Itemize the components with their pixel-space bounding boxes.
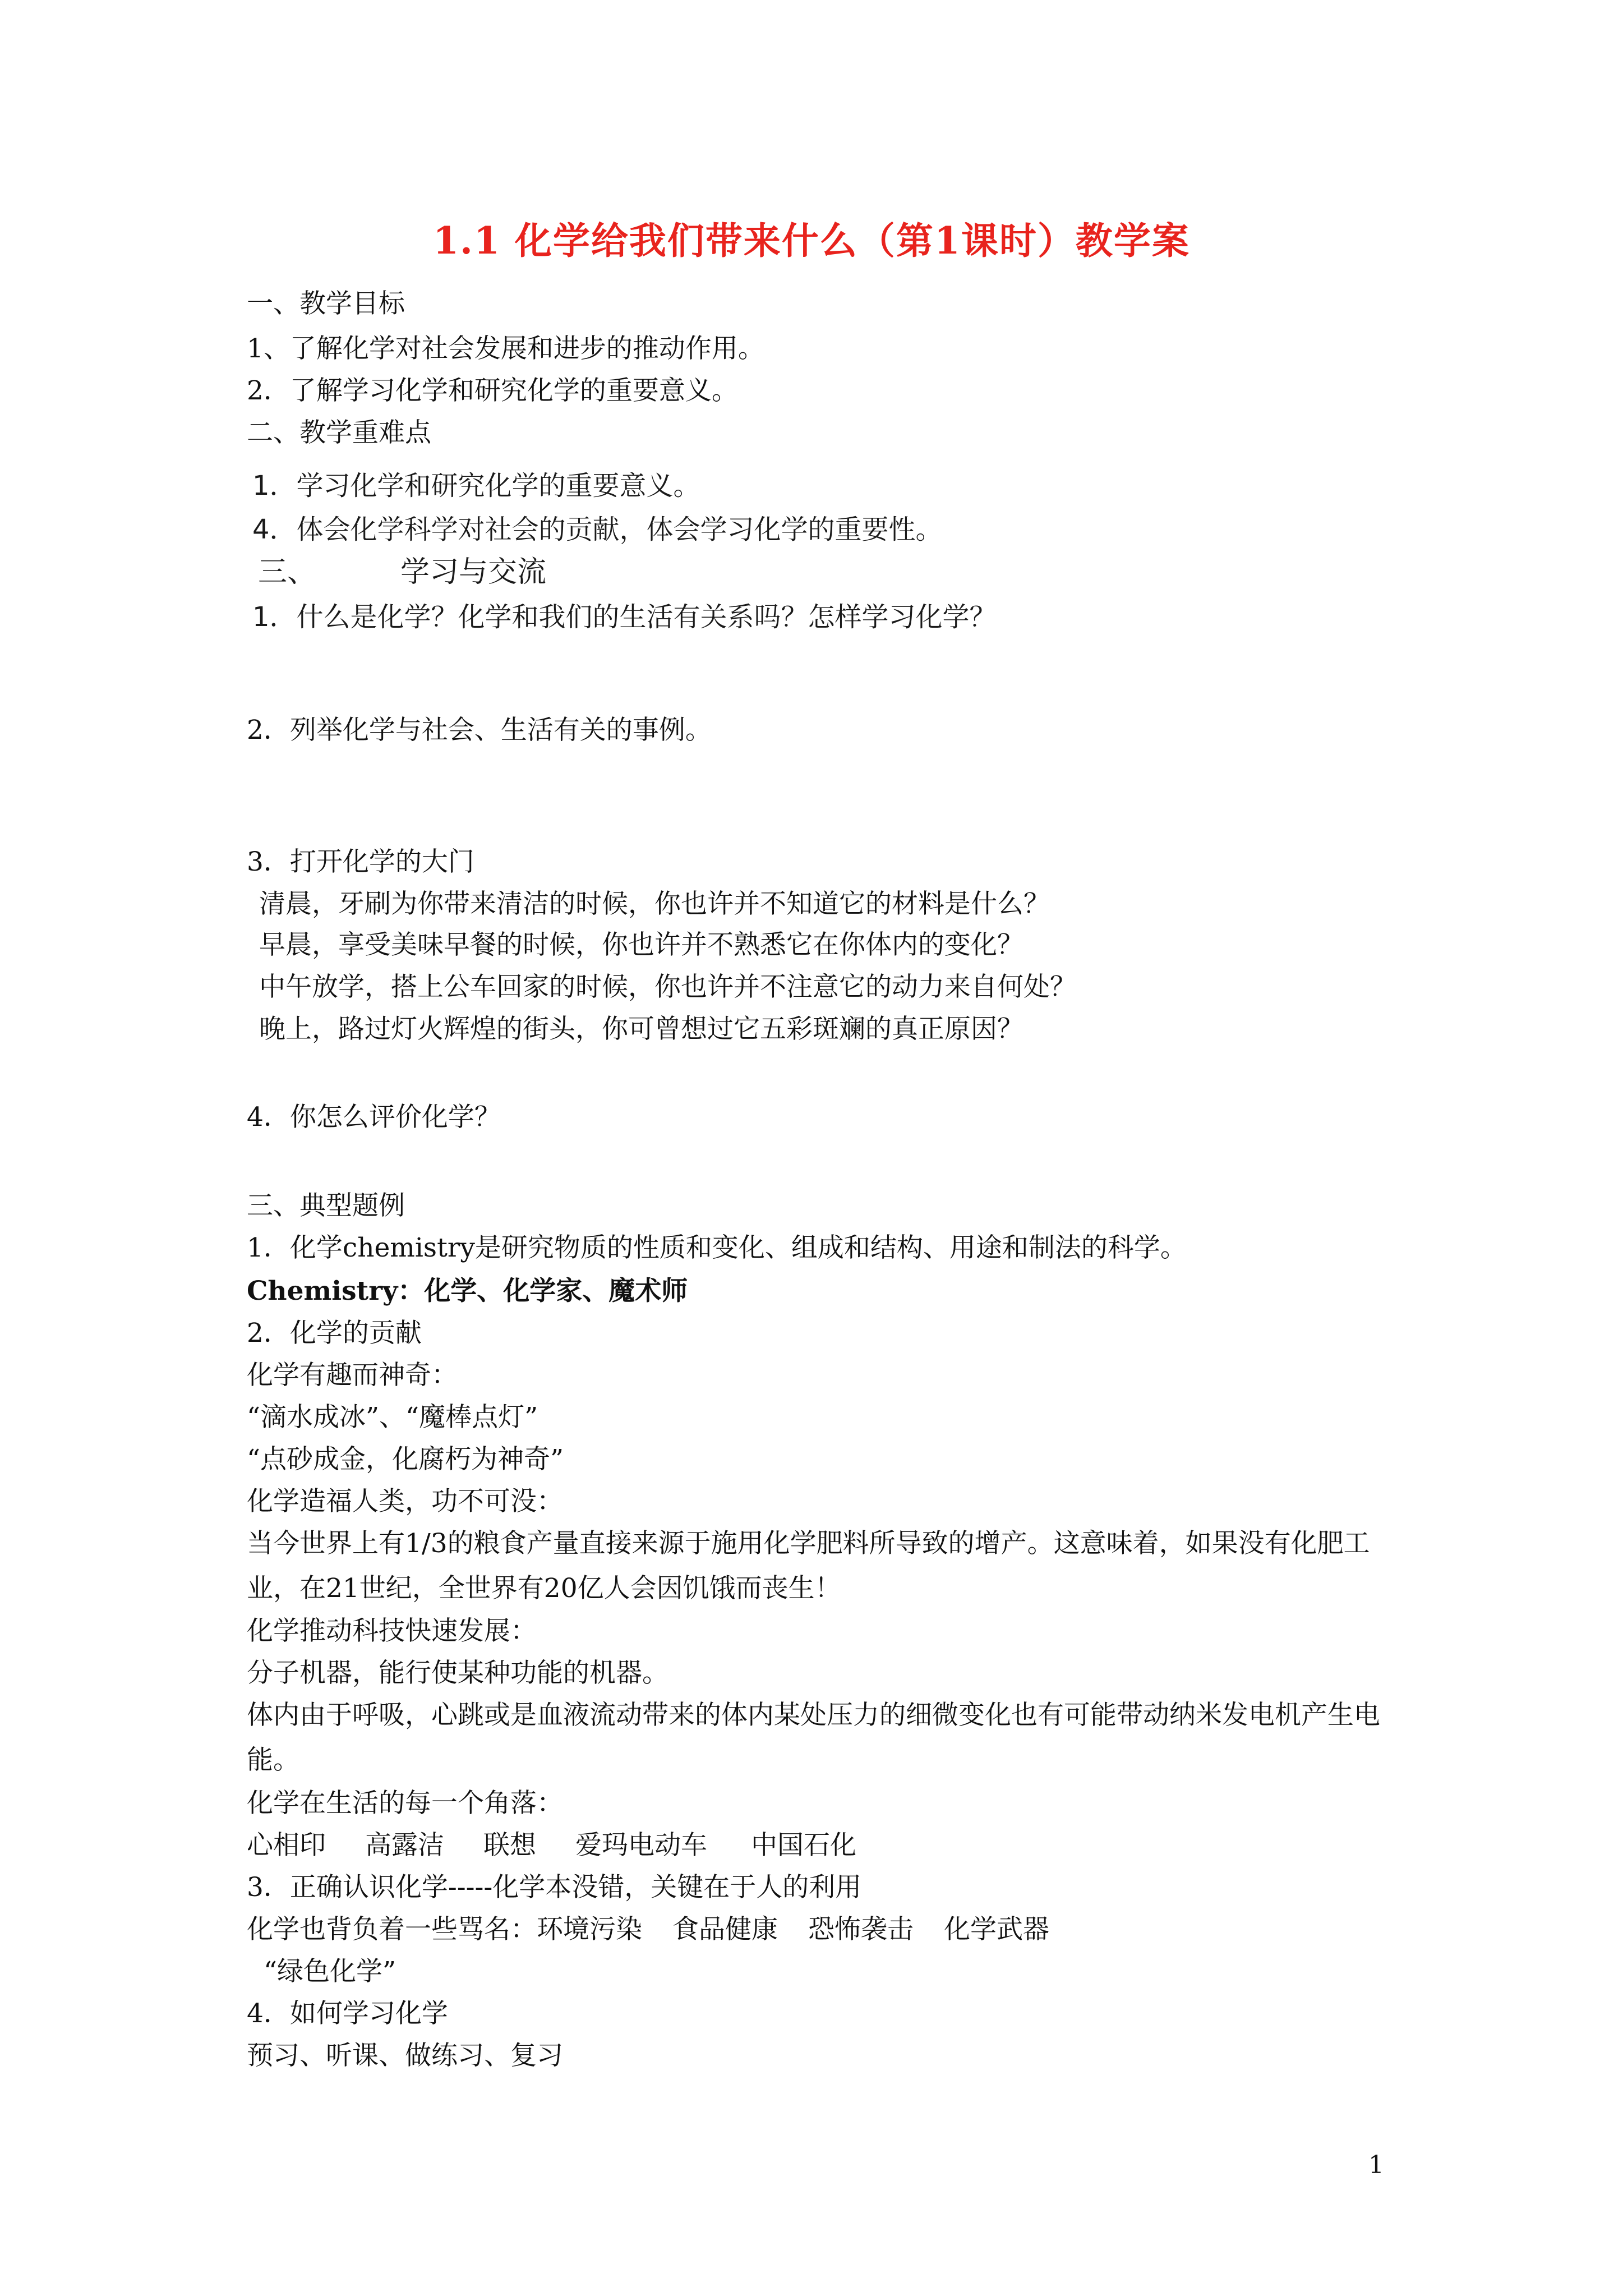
question-3-line: 早晨，享受美味早餐的时候，你也许并不熟悉它在你体内的变化？ — [259, 930, 1023, 960]
key-point-item: 1．学习化学和研究化学的重要意义。 — [252, 470, 700, 501]
question-3-line: 清晨，牙刷为你带来清洁的时候，你也许并不知道它的材料是什么？ — [259, 889, 1050, 919]
question-3: 3．打开化学的大门 — [247, 846, 474, 877]
tech-heading: 化学推动科技快速发展： — [247, 1616, 537, 1646]
fun-line: “滴水成冰”、“魔棒点灯” — [247, 1402, 538, 1433]
bad-name-item: 食品健康 — [672, 1914, 778, 1945]
example-2: 2．化学的贡献 — [247, 1318, 422, 1349]
brand-item: 爱玛电动车 — [575, 1830, 707, 1861]
key-point-item: 4．体会化学科学对社会的贡献，体会学习化学的重要性。 — [252, 514, 943, 545]
question-2: 2．列举化学与社会、生活有关的事例。 — [247, 715, 712, 746]
section-title: 学习与交流 — [400, 555, 547, 589]
study-methods: 预习、听课、做练习、复习 — [247, 2040, 563, 2071]
example-1-bold: Chemistry：化学、化学家、魔术师 — [247, 1276, 688, 1306]
question-4: 4．你怎么评价化学？ — [247, 1102, 501, 1133]
brand-item: 联想 — [483, 1830, 536, 1861]
tech-line: 分子机器，能行使某种功能的机器。 — [247, 1658, 668, 1688]
objective-item: 1、了解化学对社会发展和进步的推动作用。 — [247, 333, 764, 364]
fun-line: “点砂成金，化腐朽为神奇” — [247, 1444, 564, 1475]
brand-item: 中国石化 — [751, 1830, 856, 1861]
brand-item: 心相印 — [247, 1830, 326, 1861]
benefit-paragraph: 当今世界上有1/3的粮食产量直接来源于施用化学肥料所导致的增产。这意味着，如果没有化肥工业，在21世纪，全世界有20亿人会因饥饿而丧生！ — [247, 1528, 1370, 1604]
bad-names-label: 化学也背负着一些骂名： — [247, 1914, 537, 1945]
brand-item: 高露洁 — [365, 1830, 444, 1861]
page-title: 1.1 化学给我们带来什么（第1课时）教学案 — [433, 219, 1190, 263]
section-heading-objectives: 一、教学目标 — [247, 288, 405, 319]
section-heading-examples: 三、典型题例 — [247, 1190, 405, 1221]
fun-heading: 化学有趣而神奇： — [247, 1360, 458, 1391]
green-chemistry: “绿色化学” — [264, 1956, 396, 1987]
brand-list — [247, 1829, 856, 1862]
question-3-line: 晚上，路过灯火辉煌的街头，你可曾想过它五彩斑斓的真正原因？ — [259, 1014, 1023, 1045]
question-1: 1．什么是化学？化学和我们的生活有关系吗？怎样学习化学？ — [252, 601, 997, 633]
life-heading: 化学在生活的每一个角落： — [247, 1788, 563, 1819]
bad-name-item: 化学武器 — [944, 1914, 1049, 1945]
tech-paragraph: 体内由于呼吸，心跳或是血液流动带来的体内某处压力的细微变化也有可能带动纳米发电机产生电能。 — [247, 1700, 1380, 1775]
benefit-heading: 化学造福人类，功不可没： — [247, 1486, 563, 1517]
example-4: 4．如何学习化学 — [247, 1998, 448, 2029]
bad-name-item: 恐怖袭击 — [808, 1914, 914, 1945]
bad-name-item: 环境污染 — [537, 1914, 642, 1945]
example-1: 1．化学chemistry是研究物质的性质和变化、组成和结构、用途和制法的科学。 — [247, 1232, 1187, 1263]
page-number: 1 — [1368, 2151, 1384, 2179]
bad-names-line — [247, 1913, 1049, 1947]
section-heading-key-points: 二、教学重难点 — [247, 417, 431, 448]
objective-item: 2．了解学习化学和研究化学的重要意义。 — [247, 375, 738, 406]
example-3: 3．正确认识化学-----化学本没错，关键在于人的利用 — [247, 1872, 862, 1903]
question-3-line: 中午放学，搭上公车回家的时候，你也许并不注意它的动力来自何处？ — [259, 972, 1076, 1002]
section-heading-study — [258, 555, 546, 589]
section-number: 三、 — [258, 555, 317, 589]
